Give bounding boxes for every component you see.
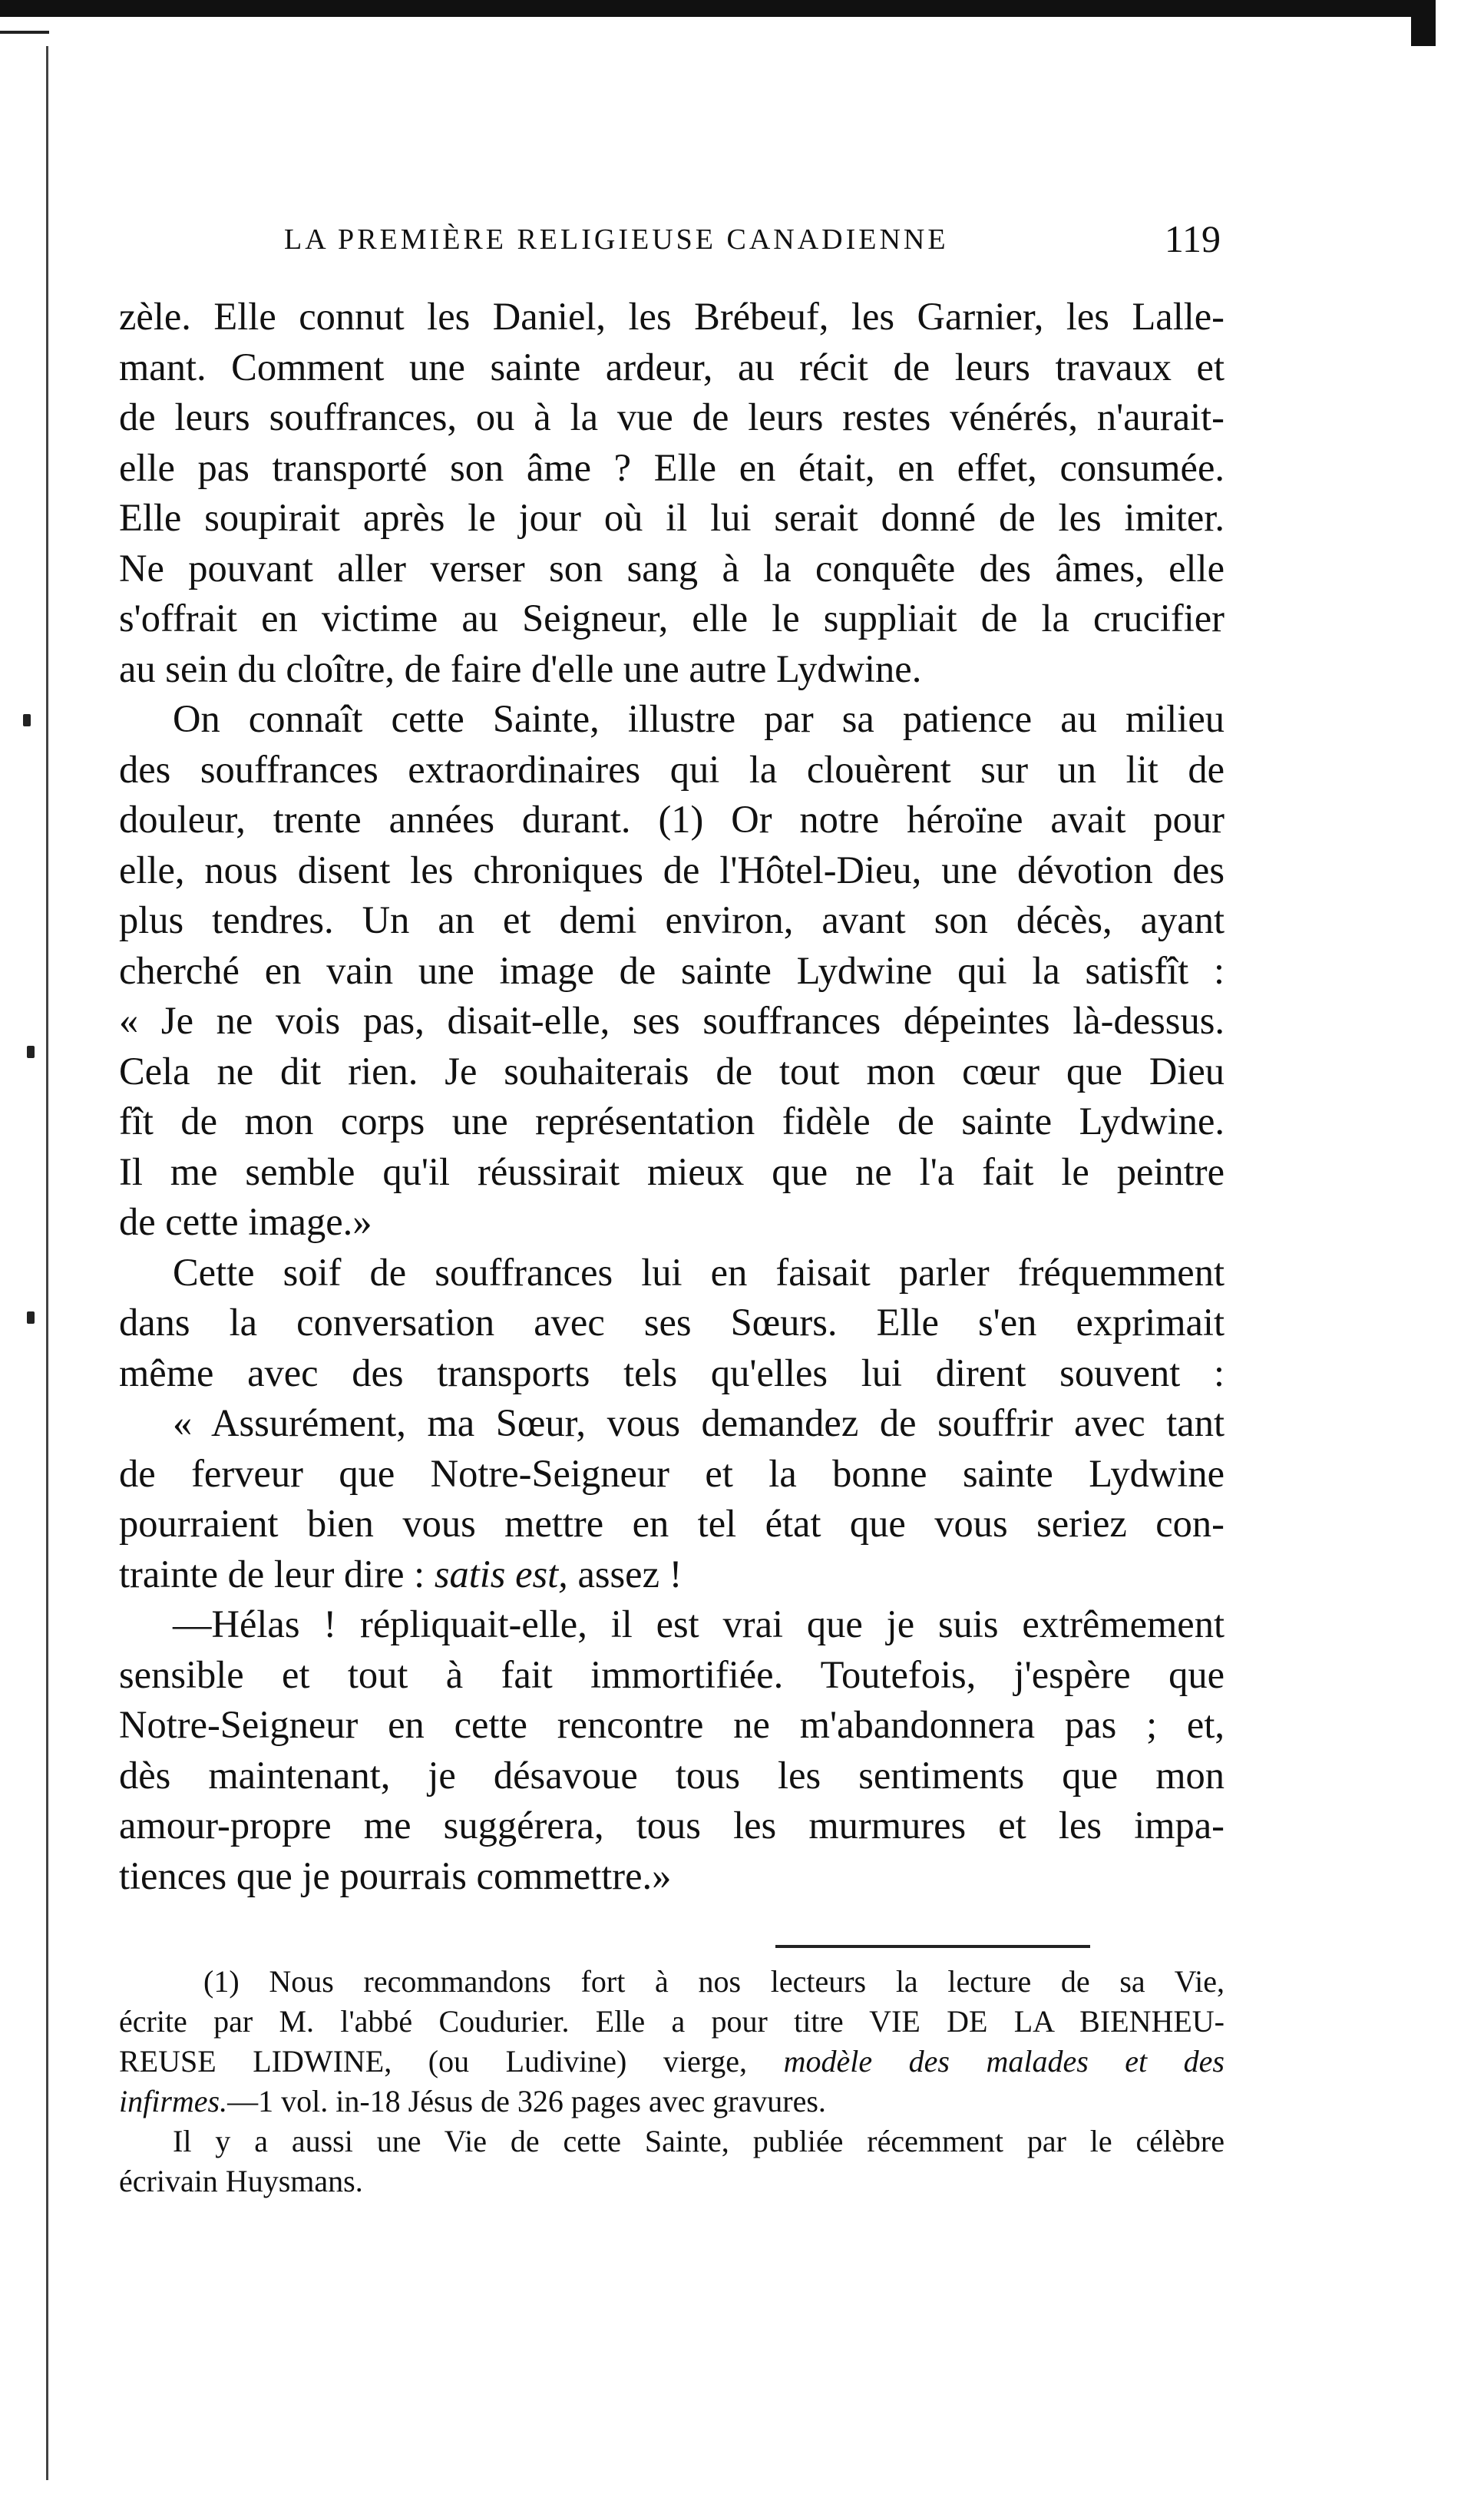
text-line: « Assurément, ma Sœur, vous demandez de souffrir avec tant: [173, 1401, 1225, 1444]
text-line: Ne pouvant aller verser son sang à la conquête des âmes, elle: [119, 546, 1225, 590]
text-fragment: —1 vol. in-18 Jésus de 326 pages avec gravures.: [227, 2084, 826, 2118]
text-line: Il me semble qu'il réussirait mieux que ne l'a fait le peintre: [119, 1149, 1225, 1193]
text-line: Cela ne dit rien. Je souhaiterais de tout mon cœur que Dieu: [119, 1049, 1225, 1093]
text-line: sensible et tout à fait immortifiée. Toutefois, j'espère que: [119, 1652, 1225, 1696]
text-line: dès maintenant, je désavoue tous les sentiments que mon: [119, 1753, 1225, 1797]
text-line: des souffrances extraordinaires qui la clouèrent sur un lit de: [119, 747, 1225, 791]
text-line: elle, nous disent les chroniques de l'Hôtel-Dieu, une dévotion des: [119, 848, 1225, 891]
footnote-line-with-italic: [119, 2042, 1225, 2082]
text-fragment: REUSE LIDWINE, (ou Ludivine) vierge,: [119, 2044, 748, 2079]
scan-top-border: [0, 0, 1436, 17]
text-line: fît de mon corps une représentation fidèle de sainte Lydwine.: [119, 1100, 1225, 1143]
italic-phrase: modèle des malades et des: [783, 2044, 1225, 2079]
footnote-line: Il y a aussi une Vie de cette Sainte, publiée récemment par le célèbre: [173, 2124, 1225, 2158]
running-header: [123, 217, 1221, 269]
running-title: LA PREMIÈRE RELIGIEUSE CANADIENNE: [284, 223, 949, 256]
footnote-line: (1) Nous recommandons fort à nos lecteurs la lecture de sa Vie,: [203, 1964, 1225, 1999]
text-line: dans la conversation avec ses Sœurs. Elle s'en exprimait: [119, 1301, 1225, 1344]
text-line: elle pas transporté son âme ? Elle en était, en effet, consumée.: [119, 445, 1225, 489]
text-line: cherché en vain une image de sainte Lydwine qui la satisfît :: [119, 948, 1225, 992]
text-line: de ferveur que Notre-Seigneur et la bonne sainte Lydwine: [119, 1451, 1225, 1495]
text-fragment: assez !: [577, 1552, 683, 1596]
scan-left-top-mark: [0, 31, 49, 34]
text-line: —Hélas ! répliquait-elle, il est vrai que je suis extrêmement: [173, 1602, 1225, 1645]
text-line: Elle soupirait après le jour où il lui serait donné de les imiter.: [119, 496, 1225, 539]
italic-phrase: infirmes.: [119, 2084, 228, 2118]
text-line: Cette soif de souffrances lui en faisait parler fréquemment: [173, 1250, 1225, 1294]
footnote-line: écrivain Huysmans.: [119, 2164, 363, 2198]
text-line-with-italic: [119, 1549, 1225, 1600]
text-line: de leurs souffrances, ou à la vue de leurs restes vénérés, n'aurait-: [119, 395, 1225, 438]
margin-mark: [27, 1311, 35, 1324]
text-line: plus tendres. Un an et demi environ, avant son décès, ayant: [119, 898, 1225, 941]
text-line: au sein du cloître, de faire d'elle une autre Lydwine.: [119, 647, 922, 690]
footnote-line: écrite par M. l'abbé Coudurier. Elle a pour titre VIE DE LA BIENHEU-: [119, 2004, 1225, 2039]
text-line: s'offrait en victime au Seigneur, elle le suppliait de la crucifier: [119, 597, 1225, 640]
text-line: mant. Comment une sainte ardeur, au récit de leurs travaux et: [119, 345, 1225, 389]
text-line: zèle. Elle connut les Daniel, les Brébeuf, les Garnier, les Lalle-: [119, 295, 1225, 338]
page-number: 119: [1164, 217, 1221, 260]
italic-phrase: satis est,: [434, 1552, 568, 1596]
footnotes: [119, 1962, 1225, 2201]
scan-corner-mark: [1411, 0, 1436, 46]
text-line: « Je ne vois pas, disait-elle, ses souffrances dépeintes là-dessus.: [119, 999, 1225, 1042]
footnote-line-with-italic: [119, 2082, 1225, 2122]
text-line: même avec des transports tels qu'elles lui dirent souvent :: [119, 1351, 1225, 1394]
text-line: amour-propre me suggérera, tous les murmures et les impa-: [119, 1804, 1225, 1847]
body-text: [119, 292, 1225, 1901]
text-line: On connaît cette Sainte, illustre par sa patience au milieu: [173, 697, 1225, 740]
text-line: tiences que je pourrais commettre.»: [119, 1854, 672, 1897]
text-fragment: trainte de leur dire :: [119, 1552, 425, 1596]
margin-mark: [23, 714, 31, 726]
text-line: Notre-Seigneur en cette rencontre ne m'abandonnera pas ; et,: [119, 1703, 1225, 1746]
footnote-separator: [775, 1945, 1090, 1948]
scan-left-binding-rule: [46, 46, 48, 2480]
margin-mark: [27, 1046, 35, 1058]
text-line: douleur, trente années durant. (1) Or notre héroïne avait pour: [119, 798, 1225, 841]
text-line: de cette image.»: [119, 1200, 372, 1243]
text-line: pourraient bien vous mettre en tel état que vous seriez con-: [119, 1502, 1225, 1545]
